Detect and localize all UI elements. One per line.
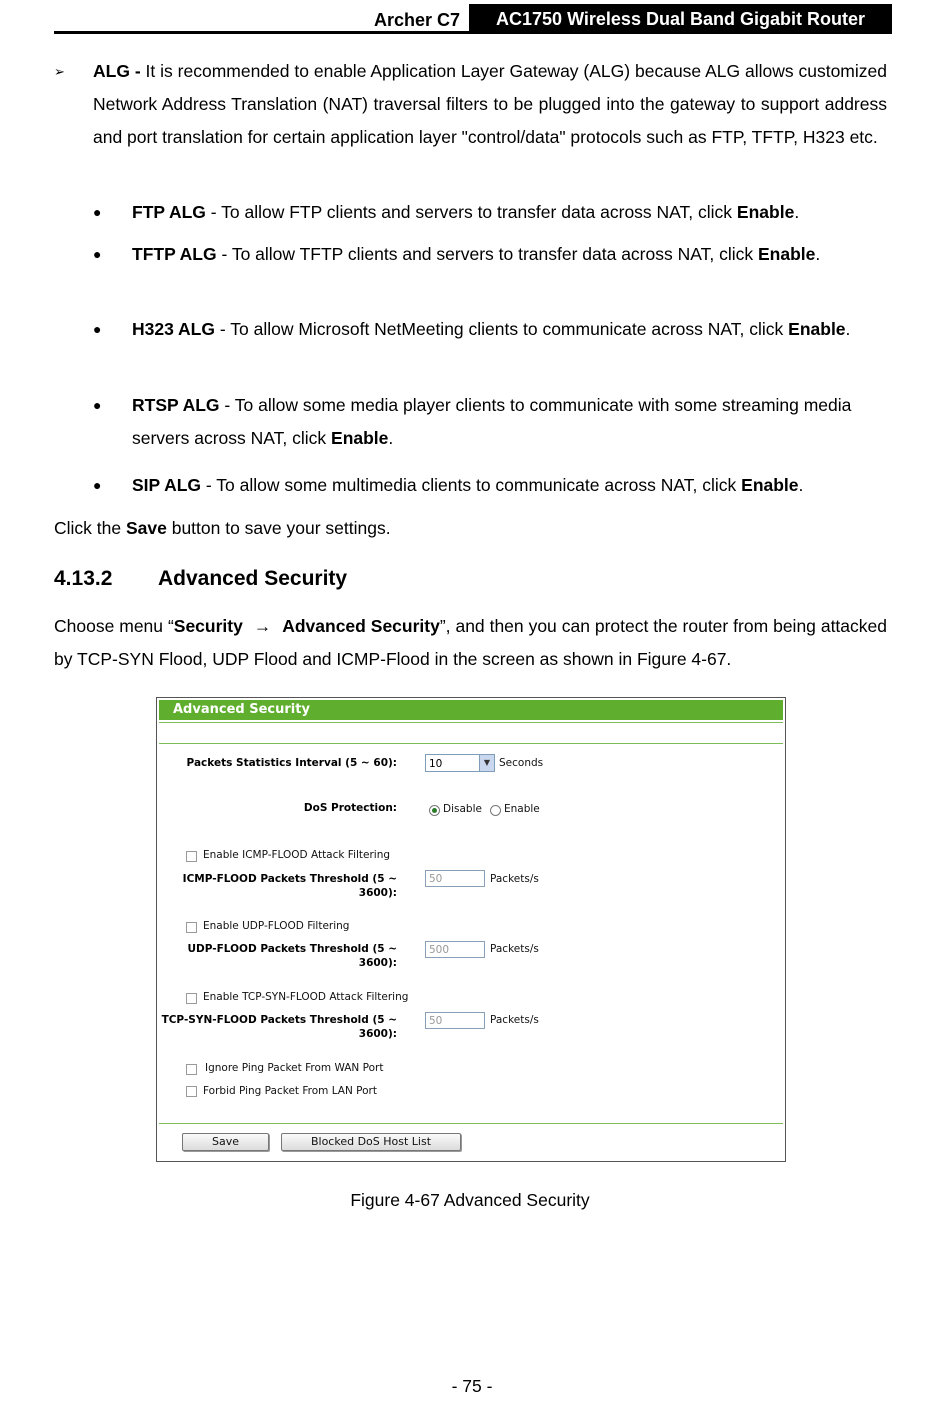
bullet-icon: ● <box>93 397 102 413</box>
list-item-term: SIP ALG <box>132 475 202 495</box>
list-item-sip-alg <box>132 469 879 502</box>
list-item-text: - To allow FTP clients and servers to transfer data across NAT, click <box>205 202 737 222</box>
interval-label: Packets Statistics Interval (5 ~ 60): <box>186 757 397 769</box>
udp-filter-label: Enable UDP-FLOOD Filtering <box>203 920 350 932</box>
header-rule <box>54 31 892 34</box>
tcp-syn-threshold-label: TCP-SYN-FLOOD Packets Threshold (5 ~ 3600): <box>161 1014 397 1040</box>
figure-bottom-rule <box>159 1123 783 1124</box>
udp-threshold-unit: Packets/s <box>490 943 539 955</box>
header-title: AC1750 Wireless Dual Band Gigabit Router <box>469 4 892 34</box>
list-item-rtsp-alg <box>132 389 879 455</box>
tcp-syn-filter-checkbox[interactable] <box>186 993 197 1004</box>
arrow-bullet-icon: ➢ <box>54 64 65 79</box>
ignore-ping-wan-checkbox[interactable] <box>186 1064 197 1075</box>
list-item-action: Enable <box>331 428 389 448</box>
alg-description: It is recommended to enable Application Layer Gateway (ALG) because ALG allows customized Network Address Translation (NAT) traversal filters to be plugged into the gateway to support address and port translation for certain application layer "control/data" protocols such as FTP, TFTP, H323 etc. <box>93 61 887 147</box>
intro-post: ”, and then you can protect the router from being attacked by TCP-SYN Flood, UDP Flood and ICMP-Flood in the screen as shown in Figure 4-67. <box>54 616 887 669</box>
save-note-pre: Click the <box>54 518 126 538</box>
intro-paragraph <box>54 610 887 676</box>
tcp-syn-filter-label: Enable TCP-SYN-FLOOD Attack Filtering <box>203 991 409 1003</box>
bullet-icon: ● <box>93 246 102 262</box>
dos-enable-label: Enable <box>504 803 540 815</box>
dos-label: DoS Protection: <box>303 802 397 814</box>
ignore-ping-wan-label: Ignore Ping Packet From WAN Port <box>205 1062 384 1074</box>
icmp-threshold-label: ICMP-FLOOD Packets Threshold (5 ~ 3600): <box>182 873 397 899</box>
bullet-icon: ● <box>93 204 102 220</box>
bullet-icon: ● <box>93 477 102 493</box>
list-item-h323-alg <box>132 313 879 346</box>
list-item-end: . <box>798 475 804 495</box>
menu-arrow-icon: → <box>253 616 272 636</box>
alg-paragraph <box>93 55 887 154</box>
section-number: 4.13.2 <box>54 567 113 590</box>
list-item-action: Enable <box>788 319 846 339</box>
interval-unit: Seconds <box>499 757 544 769</box>
udp-threshold-label: UDP-FLOOD Packets Threshold (5 ~ 3600): <box>187 943 397 969</box>
list-item-text: - To allow some multimedia clients to communicate across NAT, click <box>201 475 742 495</box>
section-title: Advanced Security <box>158 567 348 590</box>
list-item-end: . <box>794 202 800 222</box>
list-item-end: . <box>845 319 851 339</box>
chevron-down-icon: ▼ <box>479 755 494 771</box>
list-item-ftp-alg <box>132 196 879 229</box>
intro-menu-security: Security <box>173 616 243 636</box>
icmp-filter-label: Enable ICMP-FLOOD Attack Filtering <box>203 849 391 861</box>
tcp-syn-threshold-input[interactable]: 50 <box>425 1012 485 1029</box>
tcp-syn-threshold-unit: Packets/s <box>490 1014 539 1026</box>
figure-divider <box>159 743 783 744</box>
forbid-ping-lan-label: Forbid Ping Packet From LAN Port <box>203 1085 377 1097</box>
intro-pre: Choose menu “ <box>54 616 174 636</box>
interval-select[interactable] <box>425 754 495 772</box>
udp-filter-checkbox[interactable] <box>186 922 197 933</box>
save-note-bold: Save <box>125 518 167 538</box>
radio-selected-dot <box>432 808 437 813</box>
page-number: - 75 - <box>451 1376 493 1396</box>
list-item-action: Enable <box>757 244 816 264</box>
list-item-term: FTP ALG <box>132 202 206 222</box>
dos-enable-radio[interactable] <box>490 805 501 816</box>
bullet-icon: ● <box>93 321 102 337</box>
header-model: Archer C7 <box>373 10 460 30</box>
save-note <box>54 512 391 545</box>
list-item-tftp-alg <box>132 238 879 271</box>
section-heading <box>54 564 347 594</box>
list-item-term: TFTP ALG <box>132 244 217 264</box>
list-item-end: . <box>815 244 821 264</box>
forbid-ping-lan-checkbox[interactable] <box>186 1086 197 1097</box>
list-item-text: - To allow some media player clients to communicate with some streaming media servers across NAT, click <box>132 395 852 448</box>
list-item-text: - To allow Microsoft NetMeeting clients to communicate across NAT, click <box>215 319 789 339</box>
list-item-end: . <box>388 428 394 448</box>
interval-select-value: 10 <box>429 758 443 770</box>
list-item-term: H323 ALG <box>132 319 215 339</box>
dos-disable-radio[interactable] <box>429 805 440 816</box>
alg-term: ALG - <box>93 61 141 81</box>
icmp-threshold-unit: Packets/s <box>490 873 539 885</box>
udp-threshold-input[interactable]: 500 <box>425 941 485 958</box>
intro-menu-advanced-security: Advanced Security <box>282 616 440 636</box>
save-note-post: button to save your settings. <box>166 518 391 538</box>
list-item-term: RTSP ALG <box>132 395 220 415</box>
list-item-action: Enable <box>741 475 799 495</box>
save-button[interactable]: Save <box>182 1133 269 1151</box>
blocked-dos-host-list-button[interactable]: Blocked DoS Host List <box>281 1133 461 1151</box>
figure-title-rule <box>159 722 783 723</box>
icmp-filter-checkbox[interactable] <box>186 851 197 862</box>
list-item-action: Enable <box>736 202 795 222</box>
figure-screenshot <box>156 697 786 1162</box>
figure-caption: Figure 4-67 Advanced Security <box>350 1190 590 1210</box>
figure-title-bar: Advanced Security <box>159 700 783 720</box>
icmp-threshold-input[interactable]: 50 <box>425 870 485 887</box>
list-item-text: - To allow TFTP clients and servers to transfer data across NAT, click <box>216 244 758 264</box>
dos-disable-label: Disable <box>443 803 482 815</box>
